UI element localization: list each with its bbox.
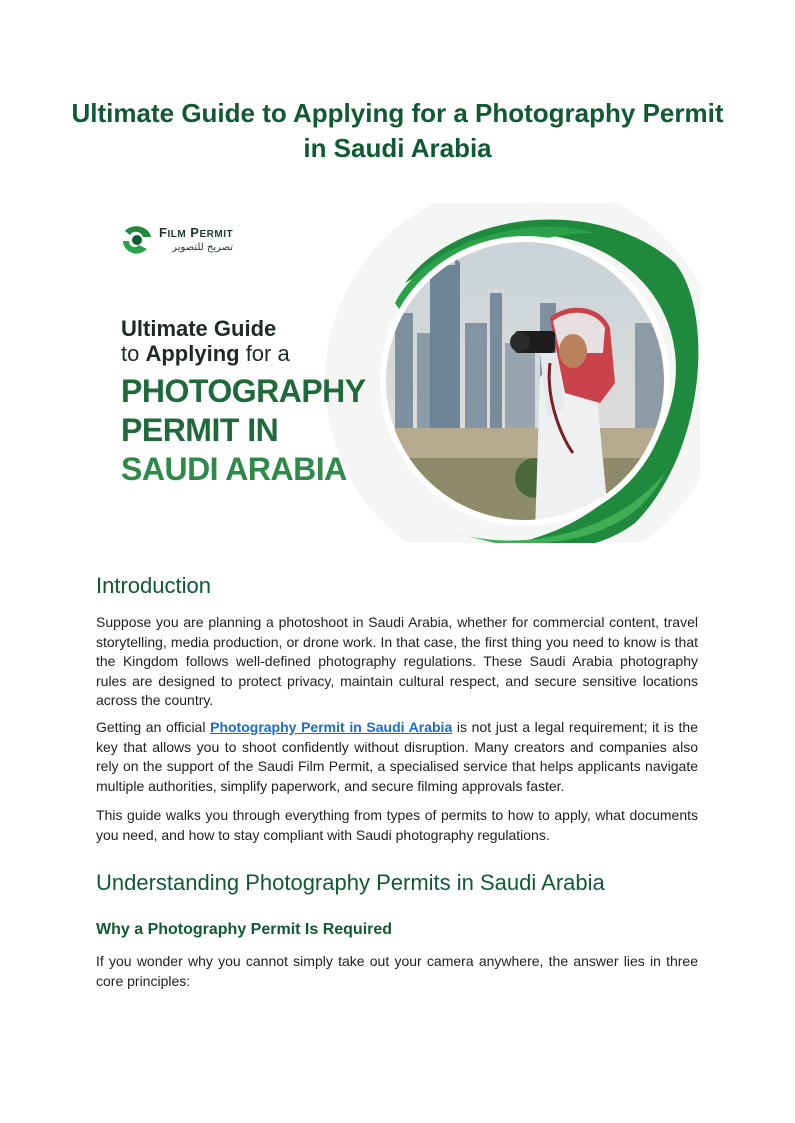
understanding-heading: Understanding Photography Permits in Saudi Arabia <box>96 870 605 895</box>
introduction-paragraph-3: This guide walks you through everything from types of permits to how to apply, what documents you need, and how to stay compliant with Saudi photography regulations. <box>96 807 698 843</box>
introduction-paragraph-2-end: is not just a legal requirement; it is the key that allows you to shoot confidently without disruption. Many creators and companies also rely on the support of the Saudi Film Permit, a specialised service that helps applicants navigate multiple authorities, simplify paperwork, and secure filming approvals faster. <box>96 719 698 794</box>
film-permit-logo-icon <box>121 223 153 257</box>
banner-heading-line2-prefix: to <box>121 341 146 366</box>
introduction-heading: Introduction <box>96 573 211 598</box>
logo-name-second: P <box>190 225 200 240</box>
banner-heading-line4: PERMIT IN <box>121 412 279 448</box>
banner-heading-line5: SAUDI ARABIA <box>121 451 347 487</box>
banner-heading <box>121 316 366 489</box>
banner-heading-line2 <box>121 341 366 366</box>
introduction-paragraph-1: Suppose you are planning a photoshoot in Saudi Arabia, whether for commercial content, travel storytelling, media production, or drone work. In that case, the first thing you need to know is that the Kingdom follows well-defined photography regulations. These Saudi Arabia photography rules are designed to protect privacy, maintain cultural respect, and secure sensitive locations across the country. <box>96 614 698 708</box>
logo-name-second-rest: ERMIT <box>199 229 234 240</box>
logo-name-first-rest: ILM <box>167 229 187 240</box>
photography-permit-link[interactable]: Photography Permit in Saudi Arabia <box>210 719 453 735</box>
introduction-paragraph-2-start: Getting an official <box>96 719 211 735</box>
logo-name-first: F <box>159 225 168 240</box>
brand-logo <box>121 223 233 257</box>
logo-arabic-tagline: تصريح للتصوير <box>172 242 234 253</box>
banner-heading-line3: PHOTOGRAPHY <box>121 373 366 409</box>
introduction-paragraph-2 <box>96 718 698 796</box>
why-permit-required-heading: Why a Photography Permit Is Required <box>96 921 393 938</box>
page-title: Ultimate Guide to Applying for a Photography Permit in Saudi Arabia <box>71 98 724 163</box>
understanding-paragraph: If you wonder why you cannot simply take out your camera anywhere, the answer lies in three core principles: <box>96 953 698 989</box>
hero-banner <box>95 203 700 543</box>
banner-heading-line1: Ultimate Guide <box>121 316 277 341</box>
banner-heading-line2-suffix: for a <box>239 341 290 366</box>
banner-heading-line2-bold: Applying <box>145 341 240 366</box>
